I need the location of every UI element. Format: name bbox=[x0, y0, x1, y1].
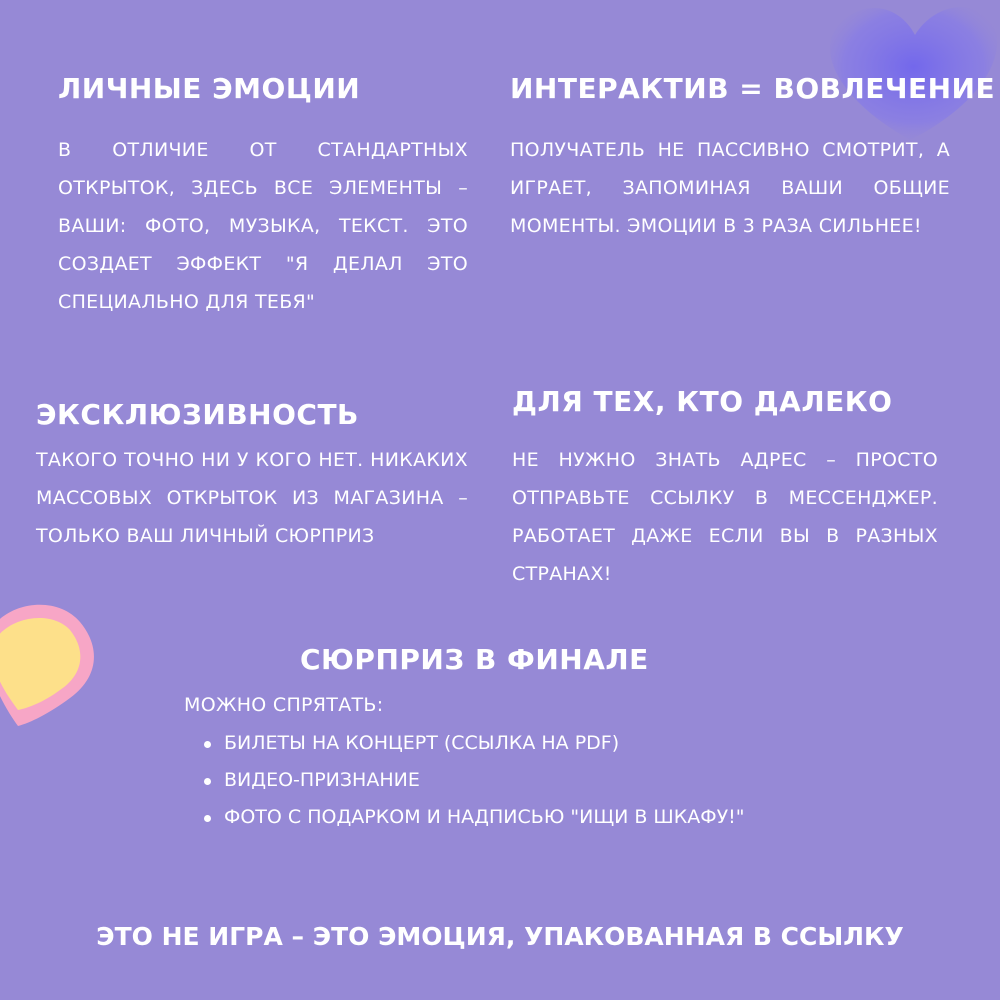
section-text-personal-emotions: В ОТЛИЧИЕ ОТ СТАНДАРТНЫХ ОТКРЫТОК, ЗДЕСЬ ВСЕ ЭЛЕМЕНТЫ – ВАШИ: ФОТО, МУЗЫКА, ТЕКСТ. ЭТО СОЗДАЕТ ЭФФЕКТ "Я ДЕЛАЛ ЭТО СПЕЦИАЛЬНО ДЛЯ ТЕБЯ" bbox=[58, 139, 468, 313]
section-text-exclusivity: ТАКОГО ТОЧНО НИ У КОГО НЕТ. НИКАКИХ МАССОВЫХ ОТКРЫТОК ИЗ МАГАЗИНА – ТОЛЬКО ВАШ ЛИЧНЫЙ СЮРПРИЗ bbox=[36, 449, 468, 547]
section-title-exclusivity: ЭКСКЛЮЗИВНОСТЬ bbox=[36, 398, 359, 431]
surprise-title: СЮРПРИЗ В ФИНАЛЕ bbox=[300, 643, 649, 676]
section-title-far-away: ДЛЯ ТЕХ, КТО ДАЛЕКО bbox=[512, 385, 893, 418]
section-title-interactive: ИНТЕРАКТИВ = ВОВЛЕЧЕНИЕ bbox=[510, 72, 996, 105]
surprise-list bbox=[202, 725, 745, 836]
list-item: ВИДЕО-ПРИЗНАНИЕ bbox=[202, 762, 745, 799]
list-item: ФОТО С ПОДАРКОМ И НАДПИСЬЮ "ИЩИ В ШКАФУ!" bbox=[202, 799, 745, 836]
surprise-intro: МОЖНО СПРЯТАТЬ: bbox=[184, 694, 384, 716]
heart-icon bbox=[0, 598, 110, 732]
section-title-personal-emotions: ЛИЧНЫЕ ЭМОЦИИ bbox=[58, 72, 361, 105]
section-text-interactive: ПОЛУЧАТЕЛЬ НЕ ПАССИВНО СМОТРИТ, А ИГРАЕТ, ЗАПОМИНАЯ ВАШИ ОБЩИЕ МОМЕНТЫ. ЭМОЦИИ В 3 РАЗА СИЛЬНЕЕ! bbox=[510, 139, 950, 237]
footer-slogan: ЭТО НЕ ИГРА – ЭТО ЭМОЦИЯ, УПАКОВАННАЯ В ССЫЛКУ bbox=[96, 922, 904, 951]
list-item: БИЛЕТЫ НА КОНЦЕРТ (ССЫЛКА НА PDF) bbox=[202, 725, 745, 762]
section-text-far-away: НЕ НУЖНО ЗНАТЬ АДРЕС – ПРОСТО ОТПРАВЬТЕ ССЫЛКУ В МЕССЕНДЖЕР. РАБОТАЕТ ДАЖЕ ЕСЛИ ВЫ В РАЗНЫХ СТРАНАХ! bbox=[512, 449, 938, 585]
